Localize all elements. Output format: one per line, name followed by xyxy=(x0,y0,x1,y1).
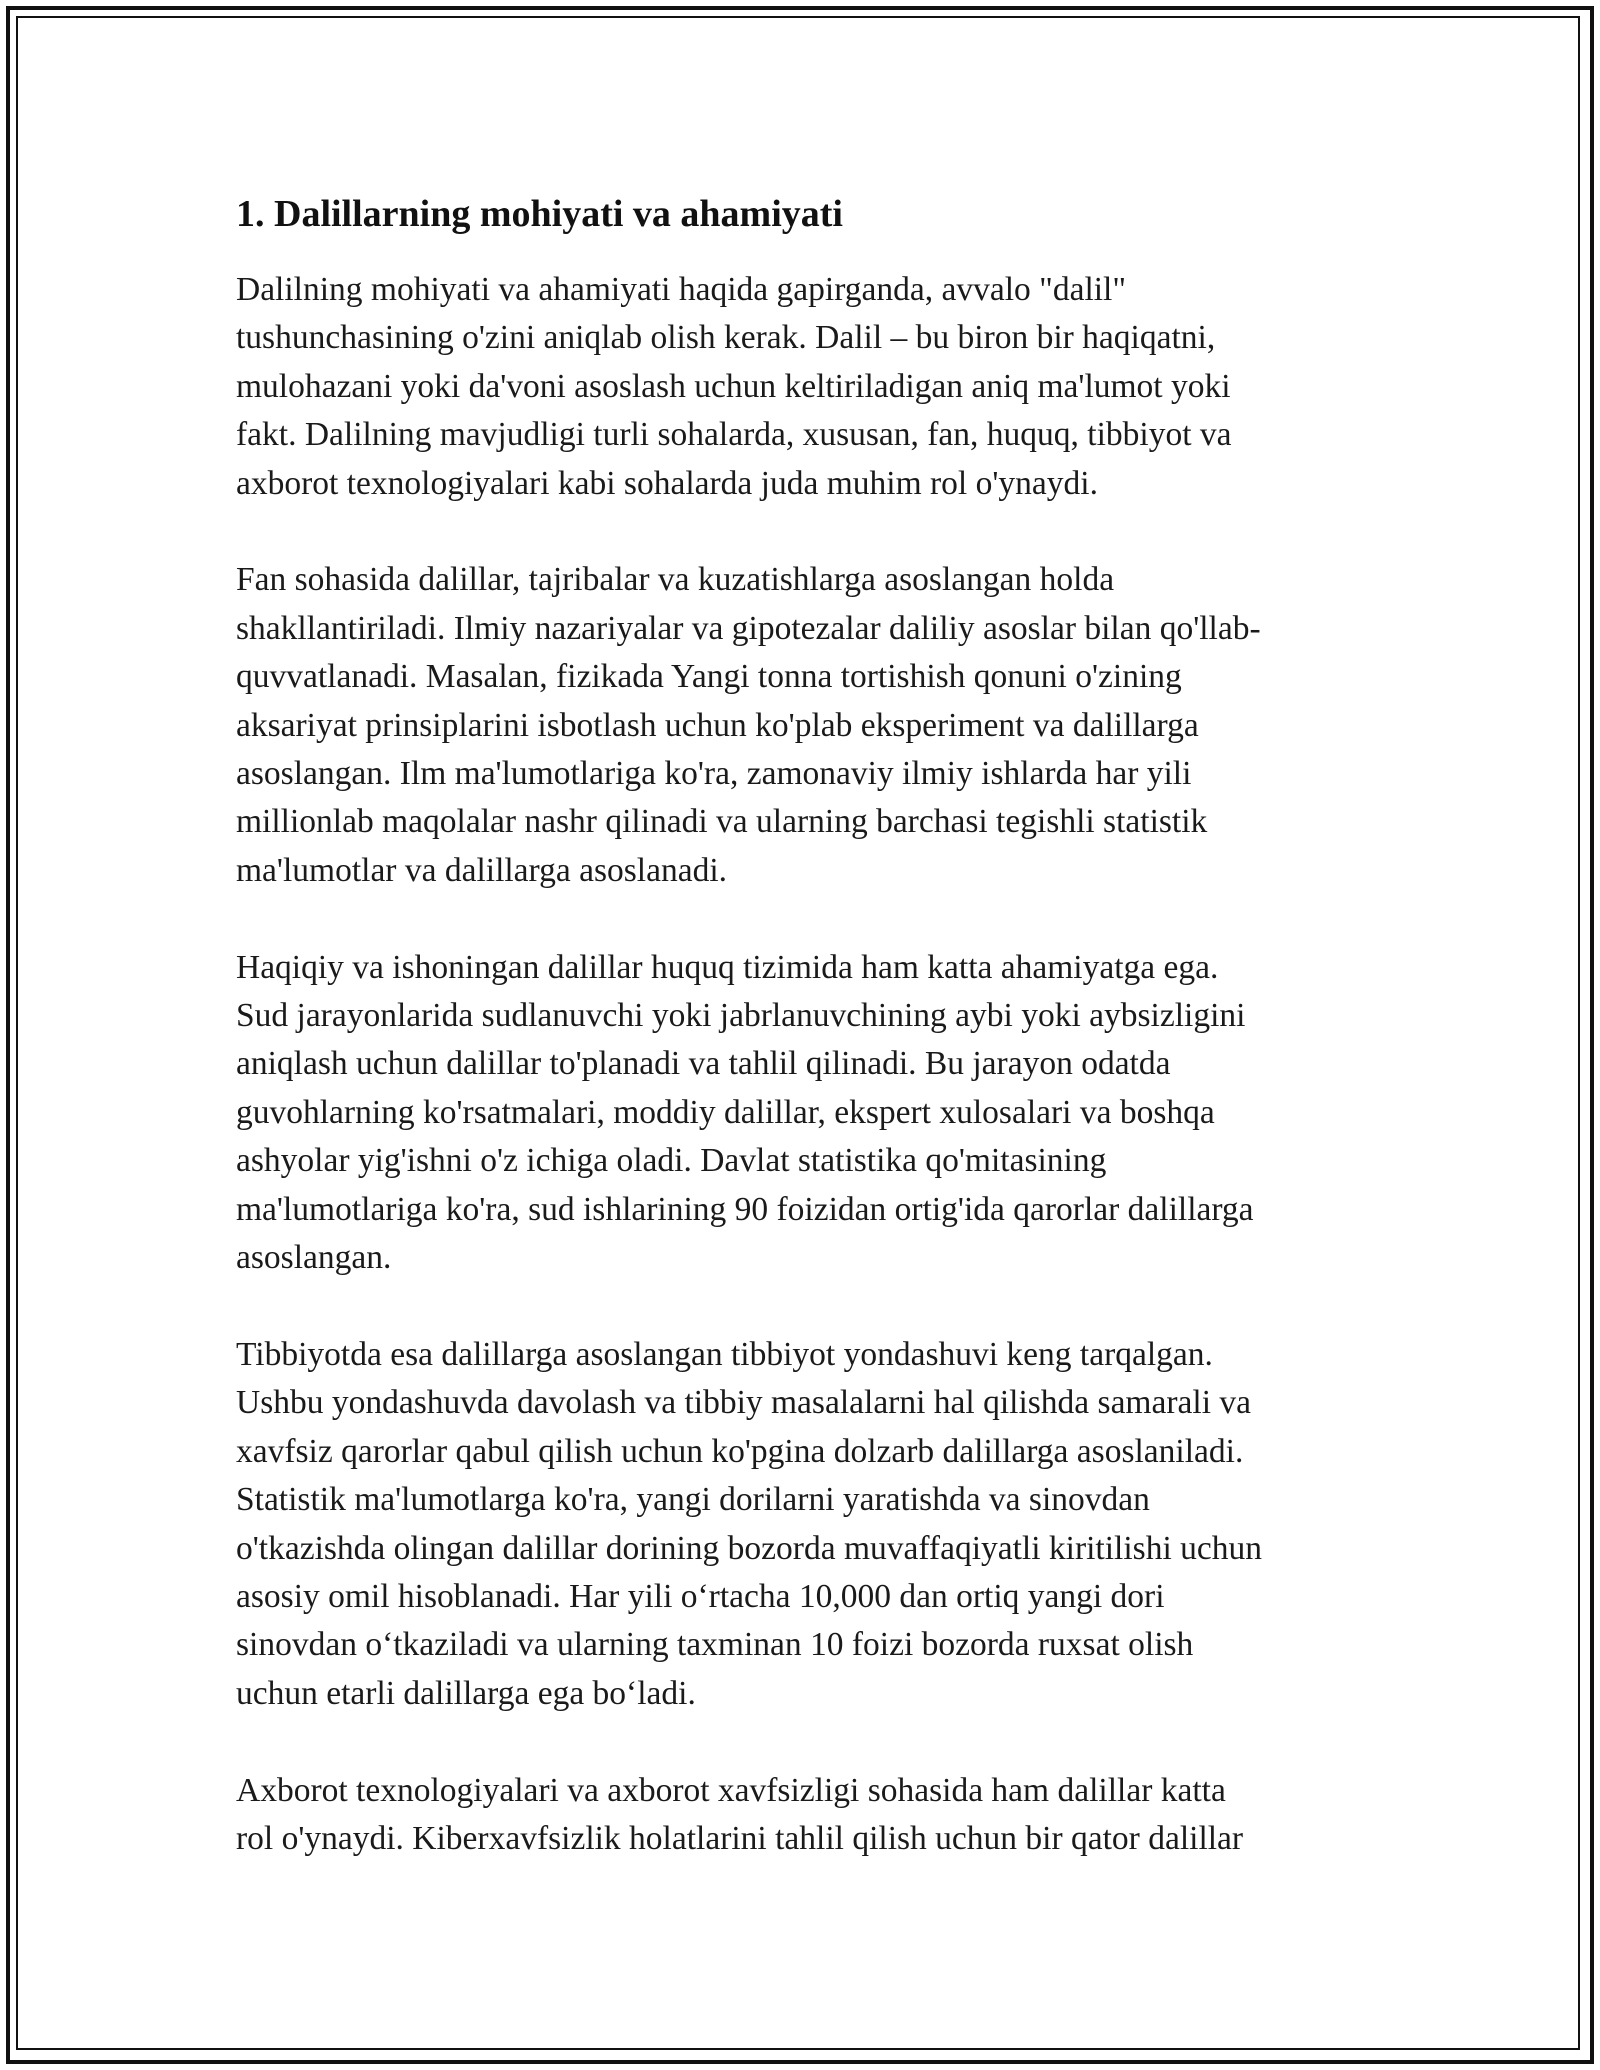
text-line: aksariyat prinsiplarini isbotlash uchun ko'plab eksperiment va dalillarga xyxy=(236,706,1199,744)
paragraph xyxy=(236,556,1360,895)
text-line: rol o'ynaydi. Kiberxavfsizlik holatlarini tahlil qilish uchun bir qator dalillar xyxy=(236,1819,1244,1857)
text-line: Axborot texnologiyalari va axborot xavfsizligi sohasida ham dalillar katta xyxy=(236,1771,1226,1809)
text-line: asosiy omil hisoblanadi. Har yili o‘rtacha 10,000 dan ortiq yangi dori xyxy=(236,1577,1165,1615)
text-line: Statistik ma'lumotlarga ko'ra, yangi dorilarni yaratishda va sinovdan xyxy=(236,1481,1150,1519)
text-line: ma'lumotlariga ko'ra, sud ishlarining 90 foizidan ortig'ida qarorlar dalillarga xyxy=(236,1190,1254,1228)
paragraph xyxy=(236,266,1360,508)
text-line: asoslangan. xyxy=(236,1239,392,1277)
text-line: mulohazani yoki da'voni asoslash uchun keltiriladigan aniq ma'lumot yoki xyxy=(236,367,1231,405)
paragraph xyxy=(236,1767,1360,1864)
text-line: sinovdan o‘tkaziladi va ularning taxminan 10 foizi bozorda ruxsat olish xyxy=(236,1626,1194,1664)
text-line: xavfsiz qarorlar qabul qilish uchun ko'pgina dolzarb dalillarga asoslaniladi. xyxy=(236,1432,1244,1470)
text-line: Dalilning mohiyati va ahamiyati haqida gapirganda, avvalo "dalil" xyxy=(236,271,1127,308)
text-line: tushunchasining o'zini aniqlab olish kerak. Dalil – bu biron bir haqiqatni, xyxy=(236,319,1216,357)
text-line: Tibbiyotda esa dalillarga asoslangan tibbiyot yondashuvi keng tarqalgan. xyxy=(236,1335,1213,1373)
text-line: fakt. Dalilning mavjudligi turli sohalarda, xususan, fan, huquq, tibbiyot va xyxy=(236,416,1232,454)
text-line: quvvatlanadi. Masalan, fizikada Yangi tonna tortishish qonuni o'zining xyxy=(236,658,1182,696)
text-line: Haqiqiy va ishoningan dalillar huquq tizimida ham katta ahamiyatga ega. xyxy=(236,948,1219,986)
text-line: shakllantiriladi. Ilmiy nazariyalar va gipotezalar daliliy asoslar bilan qo'llab- xyxy=(236,609,1261,647)
text-line: Fan sohasida dalillar, tajribalar va kuzatishlarga asoslangan holda xyxy=(236,561,1115,599)
paragraph xyxy=(236,1331,1360,1718)
text-line: ma'lumotlar va dalillarga asoslanadi. xyxy=(236,851,728,889)
text-line: uchun etarli dalillarga ega bo‘ladi. xyxy=(236,1674,696,1712)
text-line: Sud jarayonlarida sudlanuvchi yoki jabrlanuvchining aybi yoki aybsizligini xyxy=(236,997,1246,1035)
text-line: axborot texnologiyalari kabi sohalarda juda muhim rol o'ynaydi. xyxy=(236,464,1098,502)
text-line: millionlab maqolalar nashr qilinadi va ularning barchasi tegishli statistik xyxy=(236,803,1208,841)
document-body xyxy=(236,186,1360,1912)
text-line: o'tkazishda olingan dalillar dorining bozorda muvaffaqiyatli kiritilishi uchun xyxy=(236,1529,1263,1567)
paragraph xyxy=(236,944,1360,1283)
text-line: ashyolar yig'ishni o'z ichiga oladi. Davlat statistika qo'mitasining xyxy=(236,1142,1107,1180)
section-heading: 1. Dalillarning mohiyati va ahamiyati xyxy=(236,193,843,235)
text-line: asoslangan. Ilm ma'lumotlariga ko'ra, zamonaviy ilmiy ishlarda har yili xyxy=(236,755,1192,793)
text-line: guvohlarning ko'rsatmalari, moddiy dalillar, ekspert xulosalari va boshqa xyxy=(236,1093,1215,1131)
text-line: Ushbu yondashuvda davolash va tibbiy masalalarni hal qilishda samarali va xyxy=(236,1384,1251,1422)
text-line: aniqlash uchun dalillar to'planadi va tahlil qilinadi. Bu jarayon odatda xyxy=(236,1045,1171,1083)
paragraph-list xyxy=(236,266,1360,1863)
